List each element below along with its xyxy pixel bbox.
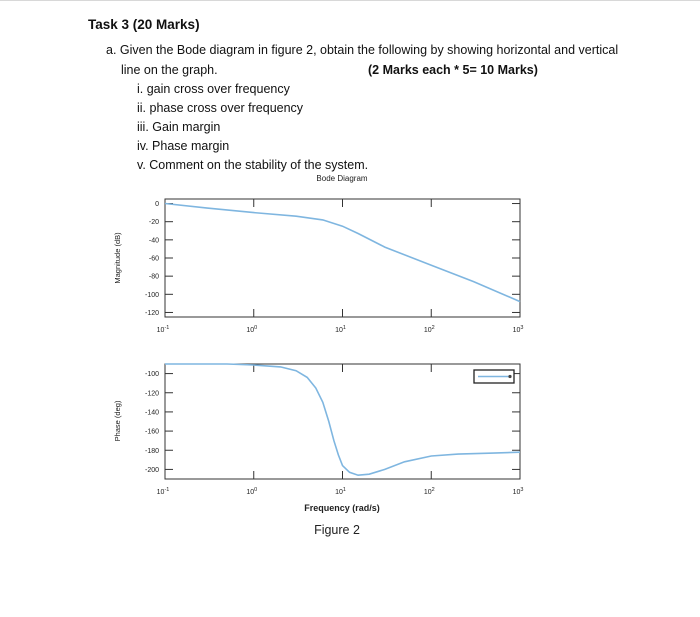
phase-xtick-label: $10^3$ <box>512 487 524 496</box>
legend-box <box>474 370 514 383</box>
phase-plot-frame <box>165 364 520 479</box>
figure-caption: Figure 2 <box>314 523 360 537</box>
magnitude-ytick-label: -40 <box>148 237 159 245</box>
question-item-stability: v. Comment on the stability of the system. <box>137 158 369 172</box>
phase-ytick-label: -200 <box>144 466 159 474</box>
magnitude-xtick-label: $10^0$ <box>246 325 258 334</box>
phase-x-tick-labels <box>157 487 524 496</box>
magnitude-y-axis-label: Magnitude (dB) <box>113 232 122 284</box>
task-title: Task 3 (20 Marks) <box>88 17 200 32</box>
magnitude-plot-frame <box>165 199 520 317</box>
question-item-phase-crossover: ii. phase cross over frequency <box>137 101 304 115</box>
phase-curve <box>165 364 520 475</box>
magnitude-xtick-label: $10^1$ <box>335 325 346 334</box>
magnitude-tick-marks <box>165 199 520 317</box>
magnitude-ytick-label: 0 <box>155 201 159 209</box>
phase-y-tick-labels <box>145 371 159 474</box>
phase-tick-marks <box>165 364 520 479</box>
magnitude-xtick-label: $10^{-1}$ <box>156 325 170 334</box>
phase-xtick-label: $10^2$ <box>423 487 435 496</box>
phase-ytick-label: -180 <box>144 447 159 455</box>
magnitude-xtick-label: $10^2$ <box>423 325 435 334</box>
marks-note: (2 Marks each * 5= 10 Marks) <box>368 63 538 77</box>
question-text-line-1: a. Given the Bode diagram in figure 2, obtain the following by showing horizontal and vertical <box>106 43 619 57</box>
magnitude-x-tick-labels <box>157 325 524 334</box>
magnitude-ytick-label: -60 <box>148 255 159 263</box>
magnitude-xtick-label: $10^3$ <box>512 325 524 334</box>
magnitude-ytick-label: -100 <box>144 291 159 299</box>
magnitude-curve <box>165 204 520 302</box>
phase-ytick-label: -160 <box>144 428 159 436</box>
phase-y-axis-label: Phase (deg) <box>113 400 122 442</box>
magnitude-ytick-label: -120 <box>144 309 159 317</box>
magnitude-ytick-label: -20 <box>148 219 159 227</box>
question-item-phase-margin: iv. Phase margin <box>137 139 230 153</box>
phase-xtick-label: $10^{-1}$ <box>156 487 170 496</box>
magnitude-ytick-label: -80 <box>148 273 159 281</box>
x-axis-label: Frequency (rad/s) <box>304 503 380 513</box>
phase-ytick-label: -100 <box>144 371 159 379</box>
question-text-line-2: line on the graph. <box>121 63 218 77</box>
question-item-gain-margin: iii. Gain margin <box>137 120 221 134</box>
phase-ytick-label: -120 <box>144 390 159 398</box>
phase-xtick-label: $10^1$ <box>335 487 346 496</box>
magnitude-y-tick-labels <box>145 201 159 317</box>
phase-ytick-label: -140 <box>144 409 159 417</box>
chart-title: Bode Diagram <box>316 174 368 183</box>
phase-xtick-label: $10^0$ <box>246 487 258 496</box>
question-item-gain-crossover: i. gain cross over frequency <box>137 82 290 96</box>
